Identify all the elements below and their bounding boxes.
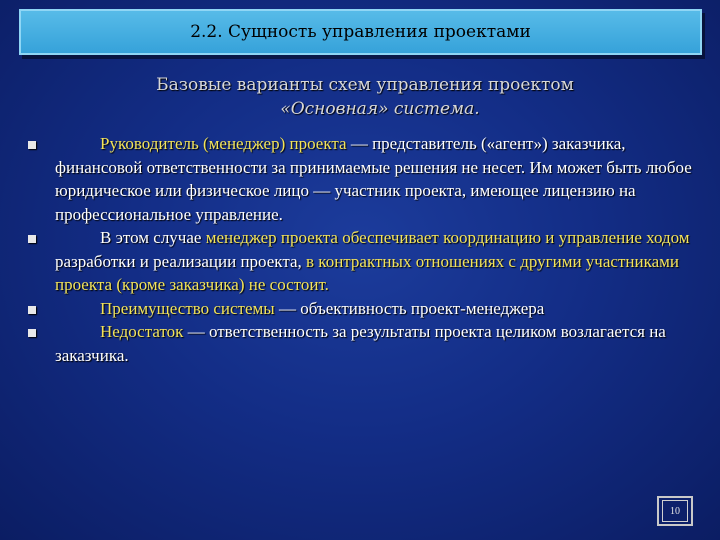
slide-subtitle-system: «Основная» система. (280, 99, 480, 119)
bullet-item (28, 132, 708, 226)
bullet-plain-text: В этом случае (100, 228, 206, 247)
bullet-plain-text: — представитель («агент») заказчика, финансовой ответственности за принимаемые решения не несет. Им может быть любое юридическое или физическое лицо — участник проекта, имеющее лицензию на профессиональное управление. (55, 134, 692, 224)
bullet-text (55, 226, 708, 297)
bullet-item (28, 226, 708, 297)
bullet-text (55, 297, 708, 321)
page-number: 10 (670, 505, 680, 517)
bullet-square-icon (28, 141, 36, 149)
bullet-square-icon (28, 329, 36, 337)
bullet-text (55, 320, 708, 367)
bullet-highlight-text: Недостаток (100, 322, 184, 341)
bullet-text (55, 132, 708, 226)
bullet-list (28, 118, 708, 367)
bullet-item (28, 297, 708, 321)
bullet-plain-text: — ответственность за результаты проекта целиком возлагается на заказчика. (55, 322, 666, 365)
bullet-highlight-text: Руководитель (менеджер) проекта (100, 134, 347, 153)
bullet-square-icon (28, 235, 36, 243)
bullet-item (28, 320, 708, 367)
bullet-plain-text: — объективность проект-менеджера (274, 298, 545, 318)
slide-title: 2.2. Сущность управления проектами (190, 22, 531, 42)
bullet-highlight-text: в контрактных отношениях с другими участниками проекта (кроме заказчика) не состоит. (55, 251, 679, 294)
bullet-square-icon (28, 306, 36, 314)
page-number-badge (657, 496, 693, 526)
slide-subtitle: Базовые варианты схем управления проектом (156, 75, 574, 95)
bullet-plain-text: разработки и реализации проекта, (55, 251, 307, 271)
bullet-highlight-text: менеджер проекта обеспечивает координацию и управление ходом (205, 228, 690, 247)
bullet-highlight-text: Преимущество системы (100, 298, 275, 318)
slide-title-bar (19, 9, 702, 55)
page-number-inner (662, 500, 688, 522)
